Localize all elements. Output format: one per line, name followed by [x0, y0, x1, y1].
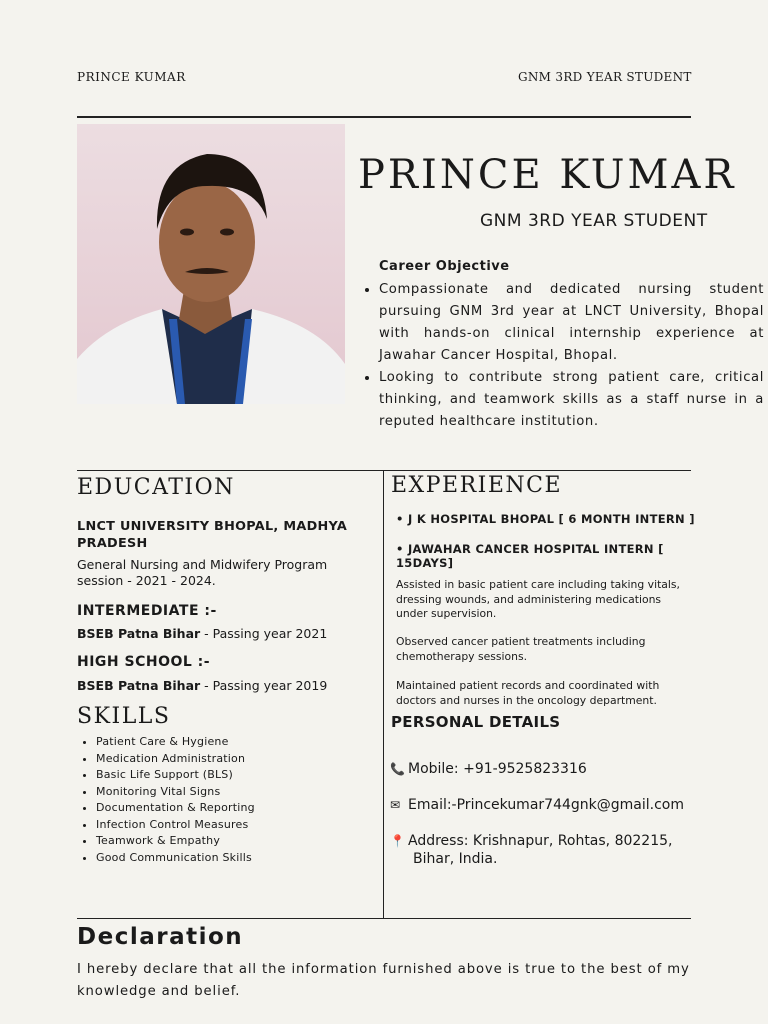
- section-divider-top: [77, 470, 691, 471]
- contact-email: [390, 796, 684, 814]
- skills-title: SKILLS: [77, 704, 171, 729]
- email-icon: ✉: [390, 798, 401, 812]
- skill-item: • Basic Life Support (BLS): [96, 767, 255, 784]
- email-text: Email:-Princekumar744gnk@gmail.com: [408, 797, 684, 813]
- objective-title: Career Objective: [379, 259, 510, 274]
- high-school-detail: - Passing year 2019: [200, 678, 328, 693]
- high-school-line: [77, 678, 327, 693]
- contact-mobile: [390, 760, 587, 778]
- high-school-board: BSEB Patna Bihar: [77, 678, 201, 693]
- intermediate-heading: INTERMEDIATE :-: [77, 603, 217, 619]
- intermediate-detail: - Passing year 2021: [200, 626, 328, 641]
- objective-item: • Compassionate and dedicated nursing student pursuing GNM 3rd year at LNCT University, Bhopal with hands-on clinical internship experience at Jawahar Cancer Hospital, Bhopal.: [379, 279, 764, 367]
- column-divider: [383, 470, 384, 919]
- mobile-text: Mobile: +91-9525823316: [408, 761, 587, 777]
- section-divider-bottom: [77, 918, 691, 919]
- high-school-heading: HIGH SCHOOL :-: [77, 654, 211, 670]
- objective-list: [360, 279, 764, 433]
- education-program: General Nursing and Midwifery Program session - 2021 - 2024.: [77, 557, 328, 588]
- skill-item: • Documentation & Reporting: [96, 800, 255, 817]
- skill-item: • Patient Care & Hygiene: [96, 734, 255, 751]
- hero-name: PRINCE KUMAR: [358, 152, 737, 198]
- experience-description: Maintained patient records and coordinated with doctors and nurses in the oncology department.: [396, 679, 660, 707]
- experience-item-jk-hospital: • J K HOSPITAL BHOPAL [ 6 MONTH INTERN ]: [396, 512, 695, 526]
- skill-item: • Monitoring Vital Signs: [96, 784, 255, 801]
- address-line-1: Address: Krishnapur, Rohtas, 802215,: [408, 833, 673, 849]
- skill-item: • Infection Control Measures: [96, 817, 255, 834]
- hero-role: GNM 3RD YEAR STUDENT: [480, 211, 708, 231]
- declaration-title: Declaration: [77, 924, 244, 950]
- experience-description: Observed cancer patient treatments including chemotherapy sessions.: [396, 635, 646, 663]
- objective-item: • Looking to contribute strong patient care, critical thinking, and teamwork skills as a staff nurse in a reputed healthcare institution.: [379, 367, 764, 433]
- education-title: EDUCATION: [77, 475, 235, 500]
- skills-list: [78, 734, 255, 866]
- skill-item: • Medication Administration: [96, 751, 255, 768]
- location-pin-icon: 📍: [390, 834, 405, 848]
- contact-address: [390, 832, 672, 850]
- education-university: LNCT UNIVERSITY BHOPAL, MADHYA PRADESH: [77, 519, 348, 551]
- declaration-text: I hereby declare that all the information furnished above is true to the best of my knowledge and belief.: [77, 962, 690, 999]
- header-divider: [77, 116, 691, 118]
- header-name: PRINCE KUMAR: [77, 70, 186, 84]
- profile-photo: [77, 124, 345, 404]
- skill-item: • Good Communication Skills: [96, 850, 255, 867]
- experience-title: EXPERIENCE: [391, 473, 563, 498]
- experience-item-jawahar-hospital: • JAWAHAR CANCER HOSPITAL INTERN [ 15DAYS]: [396, 542, 664, 570]
- address-line-2: Bihar, India.: [413, 851, 498, 867]
- header-role: GNM 3RD YEAR STUDENT: [518, 70, 692, 84]
- intermediate-board: BSEB Patna Bihar: [77, 626, 201, 641]
- personal-details-title: PERSONAL DETAILS: [391, 713, 561, 731]
- skill-item: • Teamwork & Empathy: [96, 833, 255, 850]
- experience-description: Assisted in basic patient care including taking vitals, dressing wounds, and administering medications under supervision.: [396, 578, 680, 620]
- intermediate-line: [77, 626, 327, 641]
- phone-icon: 📞: [390, 762, 405, 776]
